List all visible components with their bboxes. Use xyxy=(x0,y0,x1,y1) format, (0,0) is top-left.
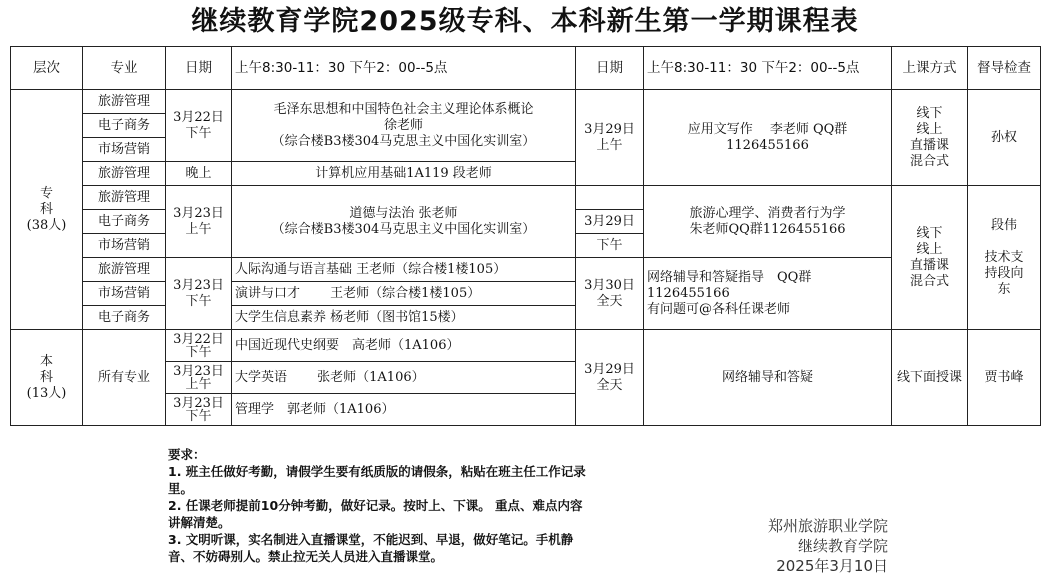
major-cell: 市场营销 xyxy=(83,138,166,162)
level-cell-benke: 本 科 (13人) xyxy=(11,330,83,426)
header-level: 层次 xyxy=(11,47,83,90)
header-time: 上午8:30-11：30 下午2：00--5点 xyxy=(232,47,576,90)
date-cell: 3月22日 下午 xyxy=(166,90,232,162)
page-title: 继续教育学院2025级专科、本科新生第一学期课程表 xyxy=(191,6,859,37)
date-cell: 3月22日 下午 xyxy=(166,330,232,362)
requirements-title: 要求： xyxy=(168,447,206,462)
major-cell: 市场营销 xyxy=(83,282,166,306)
date-cell-evening: 晚上 xyxy=(166,162,232,186)
course-cell: 大学生信息素养 杨老师（图书馆15楼） xyxy=(232,306,576,330)
major-cell: 旅游管理 xyxy=(83,186,166,210)
mode-cell: 线下面授课 xyxy=(892,330,968,426)
course-cell: 人际沟通与语言基础 王老师（综合楼1楼105） xyxy=(232,258,576,282)
major-cell: 旅游管理 xyxy=(83,162,166,186)
date-cell-2: 3月29日 xyxy=(576,210,644,234)
date-cell-2: 3月30日 全天 xyxy=(576,258,644,330)
table-header-row xyxy=(11,47,1041,90)
major-cell: 旅游管理 xyxy=(83,258,166,282)
date-cell: 3月23日 下午 xyxy=(166,258,232,330)
date-cell: 3月23日 下午 xyxy=(166,394,232,426)
schedule-table xyxy=(10,46,1041,426)
major-cell: 市场营销 xyxy=(83,234,166,258)
signature-org: 郑州旅游职业学院 xyxy=(767,517,888,535)
table-row xyxy=(11,330,1041,362)
date-cell-2: 3月29日 全天 xyxy=(576,330,644,426)
course-cell: 中国近现代史纲要 高老师（1A106） xyxy=(232,330,576,362)
date-cell-2 xyxy=(576,186,644,210)
course-cell-2: 应用文写作 李老师 QQ群 1126455166 xyxy=(644,90,892,186)
course-cell: 演讲与口才 王老师（综合楼1楼105） xyxy=(232,282,576,306)
date-cell-2: 3月29日 上午 xyxy=(576,90,644,186)
header-date-2: 日期 xyxy=(576,47,644,90)
major-cell-benke: 所有专业 xyxy=(83,330,166,426)
course-cell-2: 网络辅导和答疑 xyxy=(644,330,892,426)
major-cell: 旅游管理 xyxy=(83,90,166,114)
table-row xyxy=(11,186,1041,210)
header-date: 日期 xyxy=(166,47,232,90)
course-cell-evening: 计算机应用基础1A119 段老师 xyxy=(232,162,576,186)
requirements xyxy=(168,446,588,565)
requirement-item: 3. 文明听课，实名制进入直播课堂，不能迟到、早退，做好笔记。手机静音、不妨碍别人。禁止拉无关人员进入直播课堂。 xyxy=(168,532,574,564)
course-cell: 毛泽东思想和中国特色社会主义理论体系概论 徐老师 （综合楼B3楼304马克思主义中国化实训室） xyxy=(232,90,576,162)
course-cell: 管理学 郭老师（1A106） xyxy=(232,394,576,426)
date-cell: 3月23日 上午 xyxy=(166,362,232,394)
table-row xyxy=(11,90,1041,114)
course-cell-2: 网络辅导和答疑指导 QQ群 1126455166 有问题可@各科任课老师 xyxy=(644,258,892,330)
major-cell: 电子商务 xyxy=(83,210,166,234)
supervisor-cell: 段伟 技术支 持段向 东 xyxy=(968,186,1041,330)
signature-date: 2025年3月10日 xyxy=(776,557,888,575)
mode-cell: 线下 线上 直播课 混合式 xyxy=(892,90,968,186)
supervisor-cell: 贾书峰 xyxy=(968,330,1041,426)
major-cell: 电子商务 xyxy=(83,306,166,330)
level-cell-zhuanke: 专 科 (38人) xyxy=(11,90,83,330)
table-row xyxy=(11,258,1041,282)
header-mode: 上课方式 xyxy=(892,47,968,90)
course-cell: 大学英语 张老师（1A106） xyxy=(232,362,576,394)
header-major: 专业 xyxy=(83,47,166,90)
requirement-item: 1. 班主任做好考勤，请假学生要有纸质版的请假条，粘贴在班主任工作记录里。 xyxy=(168,464,586,496)
supervisor-cell: 孙权 xyxy=(968,90,1041,186)
signature xyxy=(768,516,888,576)
mode-cell: 线下 线上 直播课 混合式 xyxy=(892,186,968,330)
date-cell-2: 下午 xyxy=(576,234,644,258)
major-cell: 电子商务 xyxy=(83,114,166,138)
requirement-item: 2. 任课老师提前10分钟考勤，做好记录。按时上、下课。 重点、难点内容讲解清楚。 xyxy=(168,498,583,530)
signature-dept: 继续教育学院 xyxy=(797,537,888,555)
course-cell-2: 旅游心理学、消费者行为学 朱老师QQ群1126455166 xyxy=(644,186,892,258)
date-cell: 3月23日 上午 xyxy=(166,186,232,258)
course-cell: 道德与法治 张老师 （综合楼B3楼304马克思主义中国化实训室） xyxy=(232,186,576,258)
header-supervisor: 督导检查 xyxy=(968,47,1041,90)
header-time-2: 上午8:30-11：30 下午2：00--5点 xyxy=(644,47,892,90)
